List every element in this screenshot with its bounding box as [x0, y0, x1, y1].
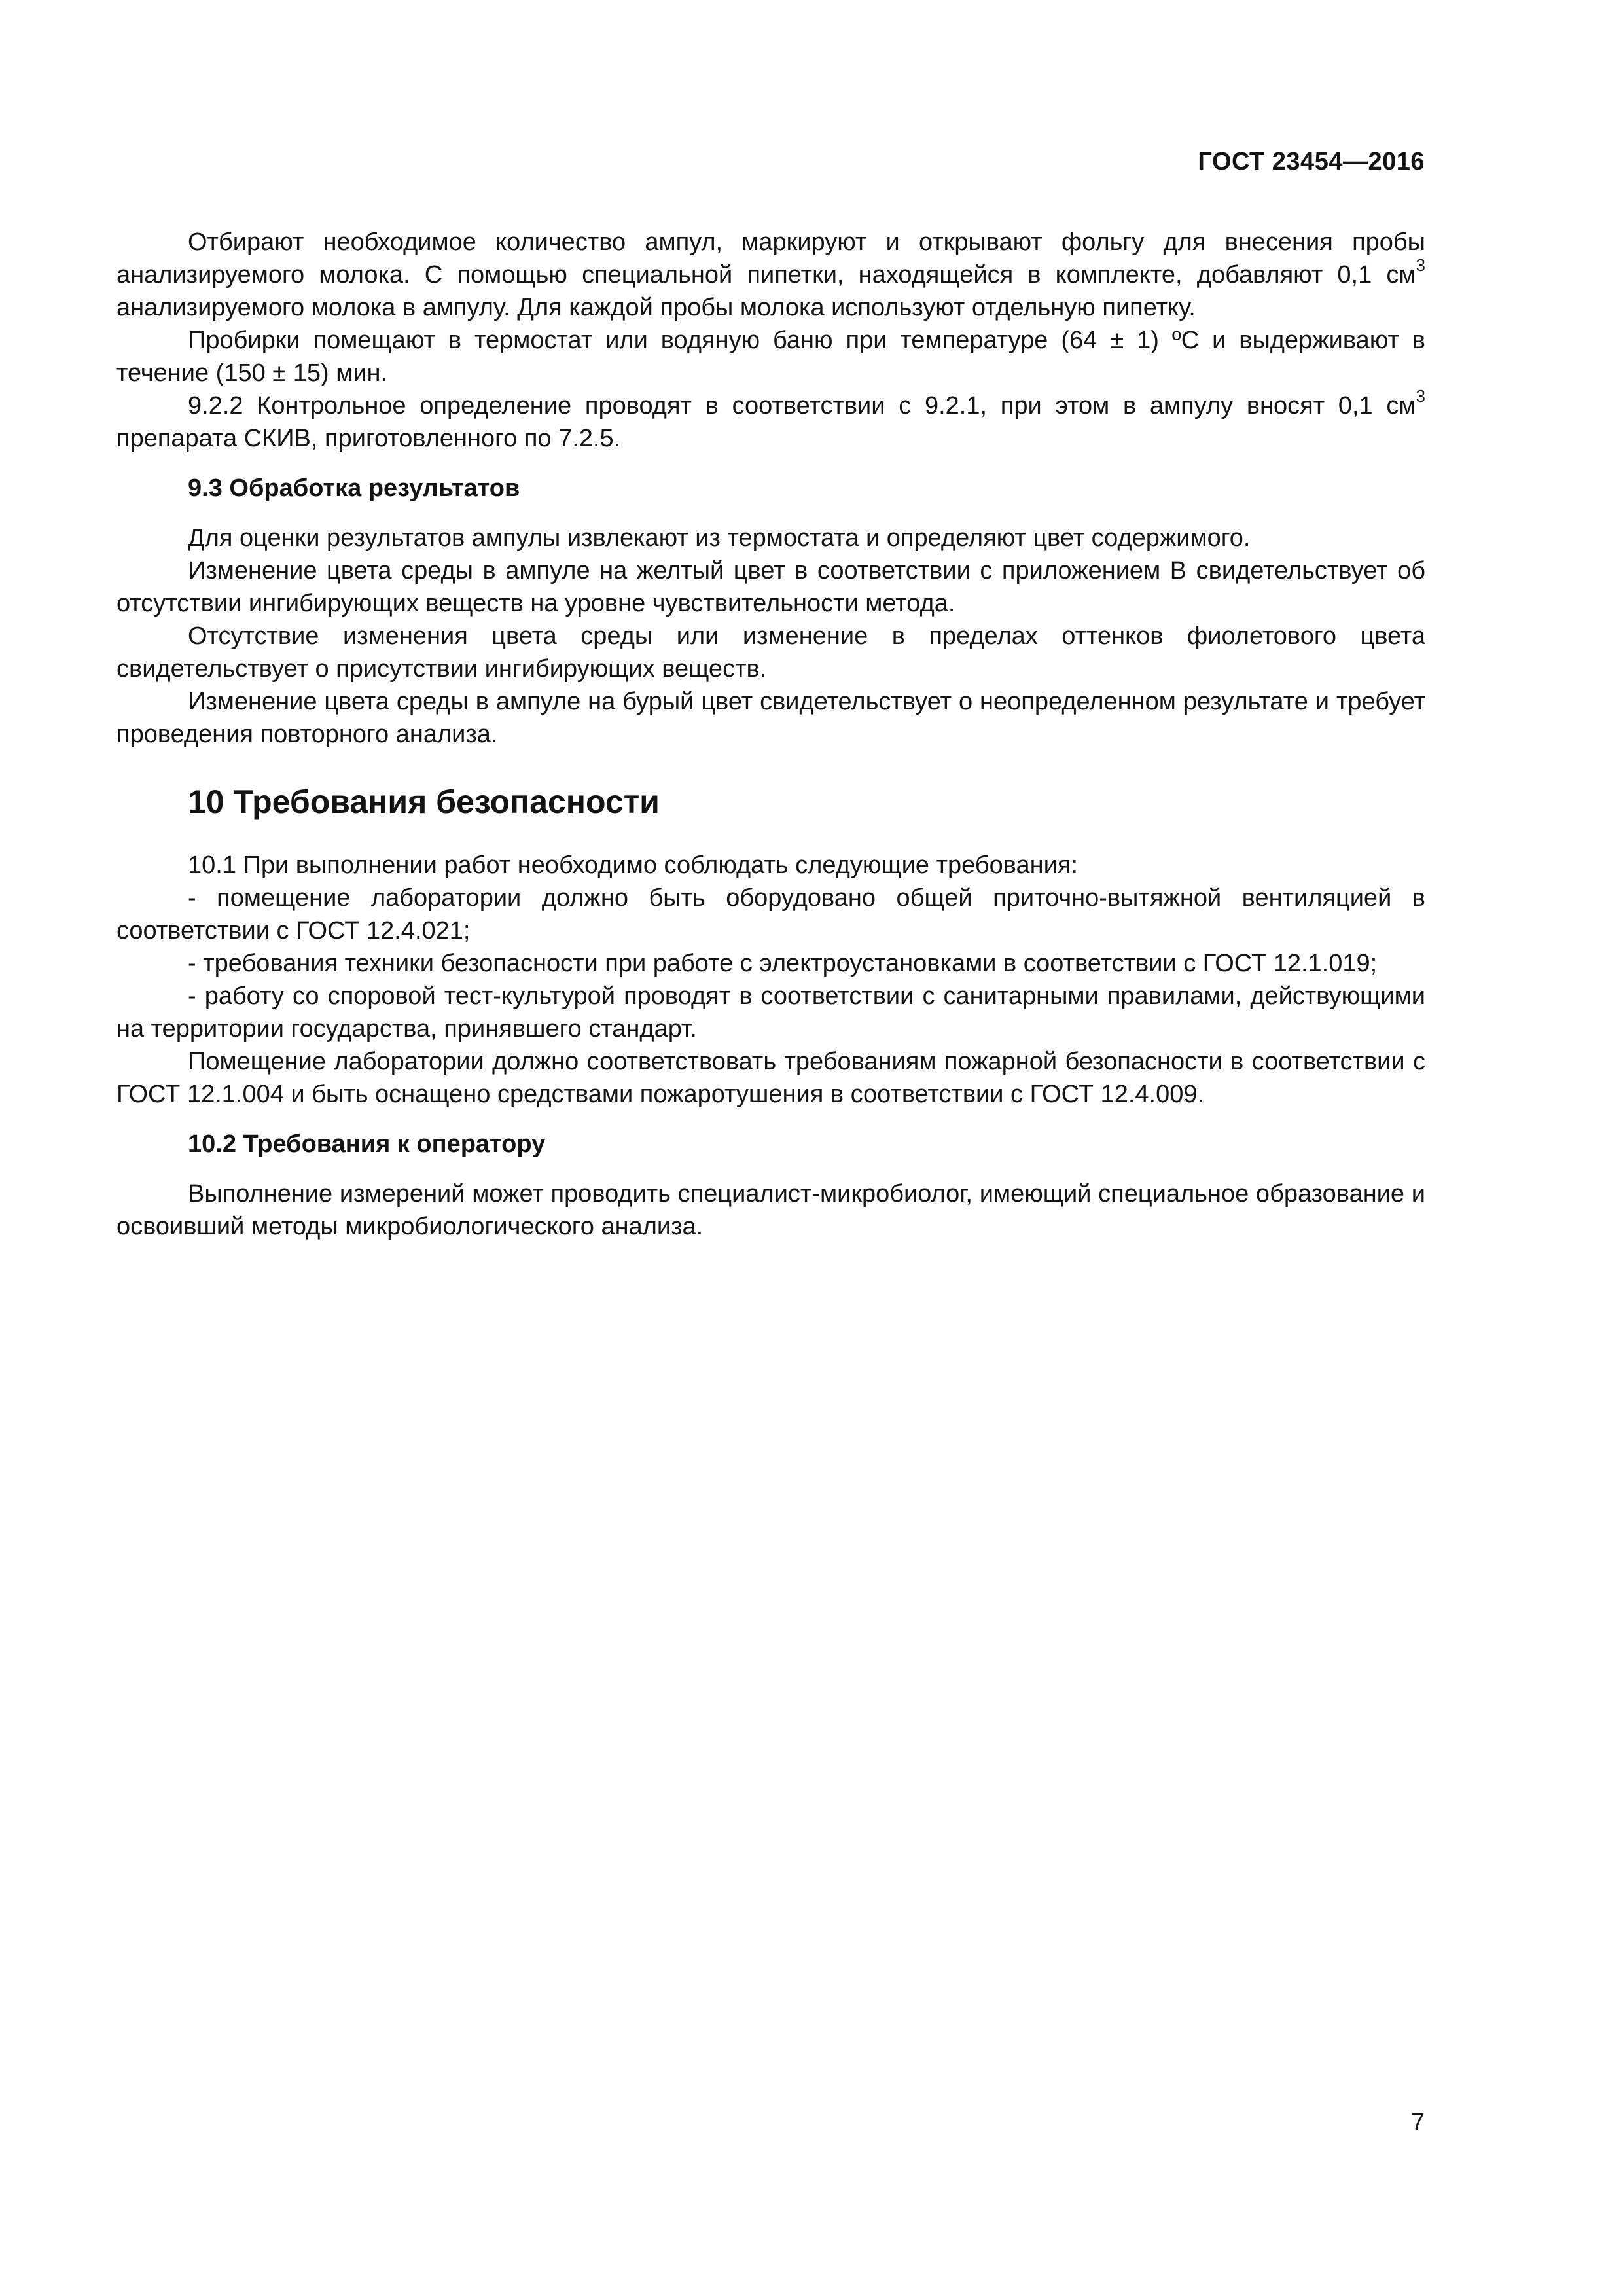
section-heading-9-3: 9.3 Обработка результатов: [188, 475, 520, 502]
paragraph: Помещение лаборатории должно соответствовать требованиям пожарной безопасности в соответствии с ГОСТ 12.1.004 и быть оснащено средствами пожаротушения в соответствии с ГОСТ 12.4.009.: [116, 1048, 1425, 1108]
document-header: ГОСТ 23454—2016: [1198, 148, 1425, 175]
paragraph-text: 9.2.2 Контрольное определение проводят в соответствии с 9.2.1, при этом в ампулу вносят 0,1 см: [188, 392, 1416, 420]
superscript: 3: [1416, 386, 1425, 406]
paragraph-text: анализируемого молока в ампулу. Для каждой пробы молока используют отдельную пипетку.: [116, 294, 1196, 321]
paragraph: Выполнение измерений может проводить специалист-микробиолог, имеющий специальное образование и освоивший методы микробиологического анализа.: [116, 1180, 1425, 1240]
paragraph: Изменение цвета среды в ампуле на желтый цвет в соответствии с приложением В свидетельствует об отсутствии ингибирующих веществ на уровне чувствительности метода.: [116, 557, 1425, 617]
superscript: 3: [1416, 255, 1425, 276]
paragraph: [116, 226, 1425, 324]
paragraph: Пробирки помещают в термостат или водяную баню при температуре (64 ± 1) ºС и выдерживают в течение (150 ± 15) мин.: [116, 327, 1425, 387]
paragraph: [116, 386, 1425, 455]
page-number: 7: [1410, 2109, 1425, 2136]
paragraph-text: препарата СКИВ, приготовленного по 7.2.5.: [116, 425, 621, 452]
paragraph: 10.1 При выполнении работ необходимо соблюдать следующие требования:: [188, 852, 1078, 879]
paragraph: Для оценки результатов ампулы извлекают из термостата и определяют цвет содержимого.: [188, 524, 1251, 552]
paragraph: Изменение цвета среды в ампуле на бурый цвет свидетельствует о неопределенном результате и требует проведения повторного анализа.: [116, 688, 1425, 748]
document-body: [116, 226, 1425, 1243]
list-item: - требования техники безопасности при работе с электроустановками в соответствии с ГОСТ 12.1.019;: [188, 950, 1378, 977]
paragraph-text: Отбирают необходимое количество ампул, маркируют и открывают фольгу для внесения пробы анализируемого молока. С помощью специальной пипетки, находящейся в комплекте, добавляют 0,1 см: [116, 228, 1425, 289]
chapter-heading-10: 10 Требования безопасности: [188, 783, 660, 820]
list-item: - помещение лаборатории должно быть оборудовано общей приточно-вытяжной вентиляцией в соответствии с ГОСТ 12.4.021;: [116, 884, 1425, 944]
section-heading-10-2: 10.2 Требования к оператору: [188, 1130, 546, 1158]
paragraph: Отсутствие изменения цвета среды или изменение в пределах оттенков фиолетового цвета свидетельствует о присутствии ингибирующих веществ.: [116, 622, 1425, 683]
list-item: - работу со споровой тест-культурой проводят в соответствии с санитарными правилами, действующими на территории государства, принявшего стандарт.: [116, 982, 1425, 1043]
